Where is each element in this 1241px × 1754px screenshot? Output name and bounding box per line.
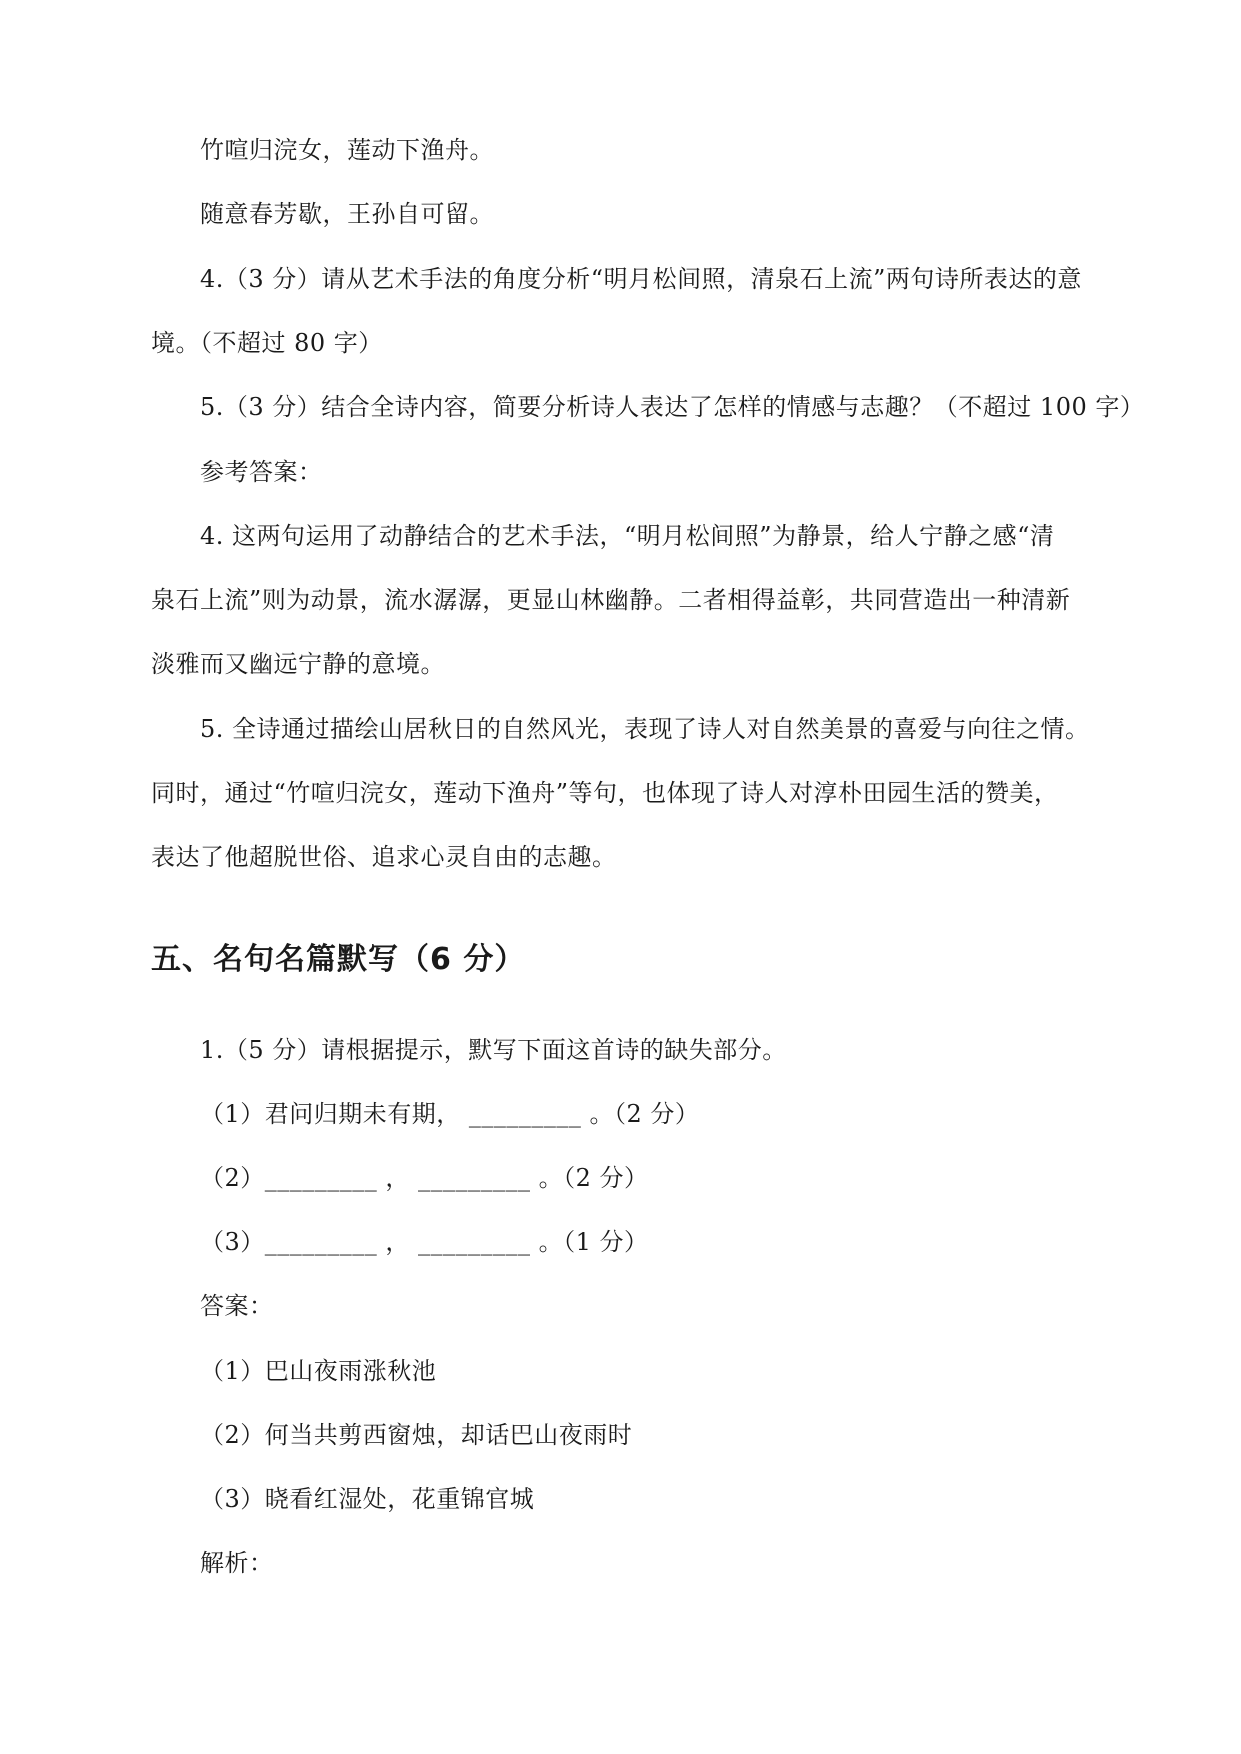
fill-blank-item-2: （2）_________ ， _________ 。（2 分）: [200, 1164, 649, 1192]
poem-line-2: 随意春芳歇，王孙自可留。: [200, 200, 494, 228]
section-5-answer-2: （2）何当共剪西窗烛，却话巴山夜雨时: [200, 1421, 633, 1449]
poem-line-1: 竹喧归浣女，莲动下渔舟。: [200, 136, 494, 164]
section-5-heading: 五、名句名篇默写（6 分）: [151, 942, 526, 977]
question-4-line-2: 境。（不超过 80 字）: [151, 329, 383, 357]
answer-4-line-2: 泉石上流”则为动景，流水潺潺，更显山林幽静。二者相得益彰，共同营造出一种清新: [151, 586, 1071, 614]
answer-5-line-3: 表达了他超脱世俗、追求心灵自由的志趣。: [151, 843, 617, 871]
reference-answer-label: 参考答案：: [200, 458, 323, 486]
section-5-analysis-label: 解析：: [200, 1549, 274, 1577]
section-5-question-1: 1.（5 分）请根据提示，默写下面这首诗的缺失部分。: [200, 1036, 787, 1064]
section-5-answer-1: （1）巴山夜雨涨秋池: [200, 1357, 437, 1385]
question-5: 5.（3 分）结合全诗内容，简要分析诗人表达了怎样的情感与志趣？（不超过 100 字）: [200, 393, 1145, 421]
section-5-answer-3: （3）晓看红湿处，花重锦官城: [200, 1485, 535, 1513]
fill-blank-item-1: （1）君问归期未有期， _________ 。（2 分）: [200, 1100, 700, 1128]
section-5-answer-label: 答案：: [200, 1292, 274, 1320]
question-4-line-1: 4.（3 分）请从艺术手法的角度分析“明月松间照，清泉石上流”两句诗所表达的意: [200, 265, 1082, 293]
answer-5-line-2: 同时，通过“竹喧归浣女，莲动下渔舟”等句，也体现了诗人对淳朴田园生活的赞美，: [151, 779, 1059, 807]
answer-4-line-1: 4. 这两句运用了动静结合的艺术手法，“明月松间照”为静景，给人宁静之感“清: [200, 522, 1055, 550]
fill-blank-item-3: （3）_________ ， _________ 。（1 分）: [200, 1228, 649, 1256]
answer-5-line-1: 5. 全诗通过描绘山居秋日的自然风光，表现了诗人对自然美景的喜爱与向往之情。: [200, 715, 1090, 743]
answer-4-line-3: 淡雅而又幽远宁静的意境。: [151, 650, 445, 678]
